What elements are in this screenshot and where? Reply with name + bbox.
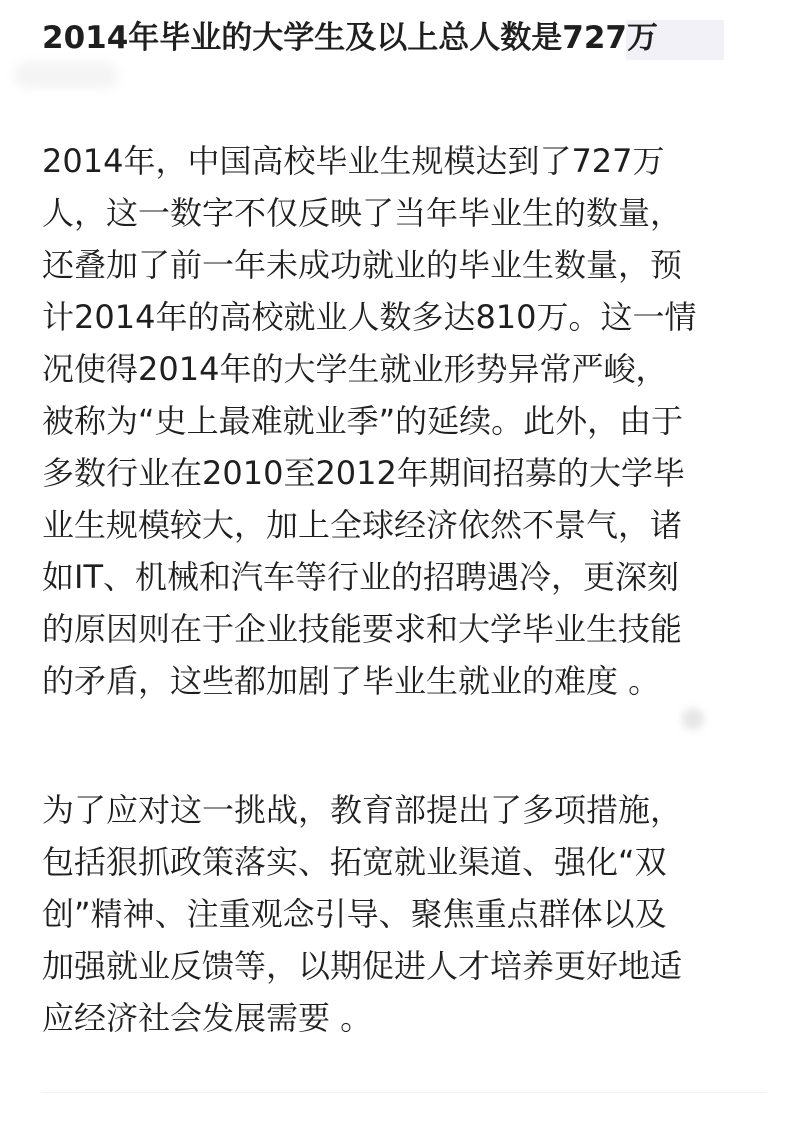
image-smudge (682, 708, 704, 730)
paragraph-line: 为了应对这一挑战，教育部提出了多项措施， (42, 791, 683, 829)
paragraph-line: 况使得2014年的大学生就业形势异常严峻， (42, 350, 668, 388)
paragraph-line: 被称为“史上最难就业季”的延续。此外，由于 (42, 402, 684, 440)
paragraph-line: 如IT、机械和汽车等行业的招聘遇冷，更深刻 (42, 558, 679, 596)
paragraph-line: 还叠加了前一年未成功就业的毕业生数量，预 (42, 246, 683, 284)
paragraph-line: 人，这一数字不仅反映了当年毕业生的数量， (42, 194, 683, 232)
divider (42, 1092, 766, 1093)
paragraph-line: 包括狠抓政策落实、拓宽就业渠道、强化“双 (42, 843, 667, 881)
paragraph-line: 多数行业在2010至2012年期间招募的大学毕 (42, 454, 685, 492)
paragraph-line: 创”精神、注重观念引导、聚焦重点群体以及 (42, 895, 667, 933)
paragraph-line: 业生规模较大，加上全球经济依然不景气，诸 (42, 506, 683, 544)
paragraph-line: 的原因则在于企业技能要求和大学毕业生技能 (42, 610, 683, 648)
paragraph-1 (42, 135, 770, 707)
paragraph-line: 计2014年的高校就业人数多达810万。这一情 (42, 298, 697, 336)
image-smudge (14, 62, 118, 88)
paragraph-line: 应经济社会发展需要 。 (42, 999, 373, 1037)
paragraph-line: 2014年，中国高校毕业生规模达到了727万 (42, 142, 665, 180)
paragraph-2 (42, 784, 770, 1044)
article-title: 2014年毕业的大学生及以上总人数是727万 (42, 20, 658, 56)
paragraph-line: 的矛盾，这些都加剧了毕业生就业的难度 。 (42, 662, 661, 700)
paragraph-line: 加强就业反馈等，以期促进人才培养更好地适 (42, 947, 683, 985)
